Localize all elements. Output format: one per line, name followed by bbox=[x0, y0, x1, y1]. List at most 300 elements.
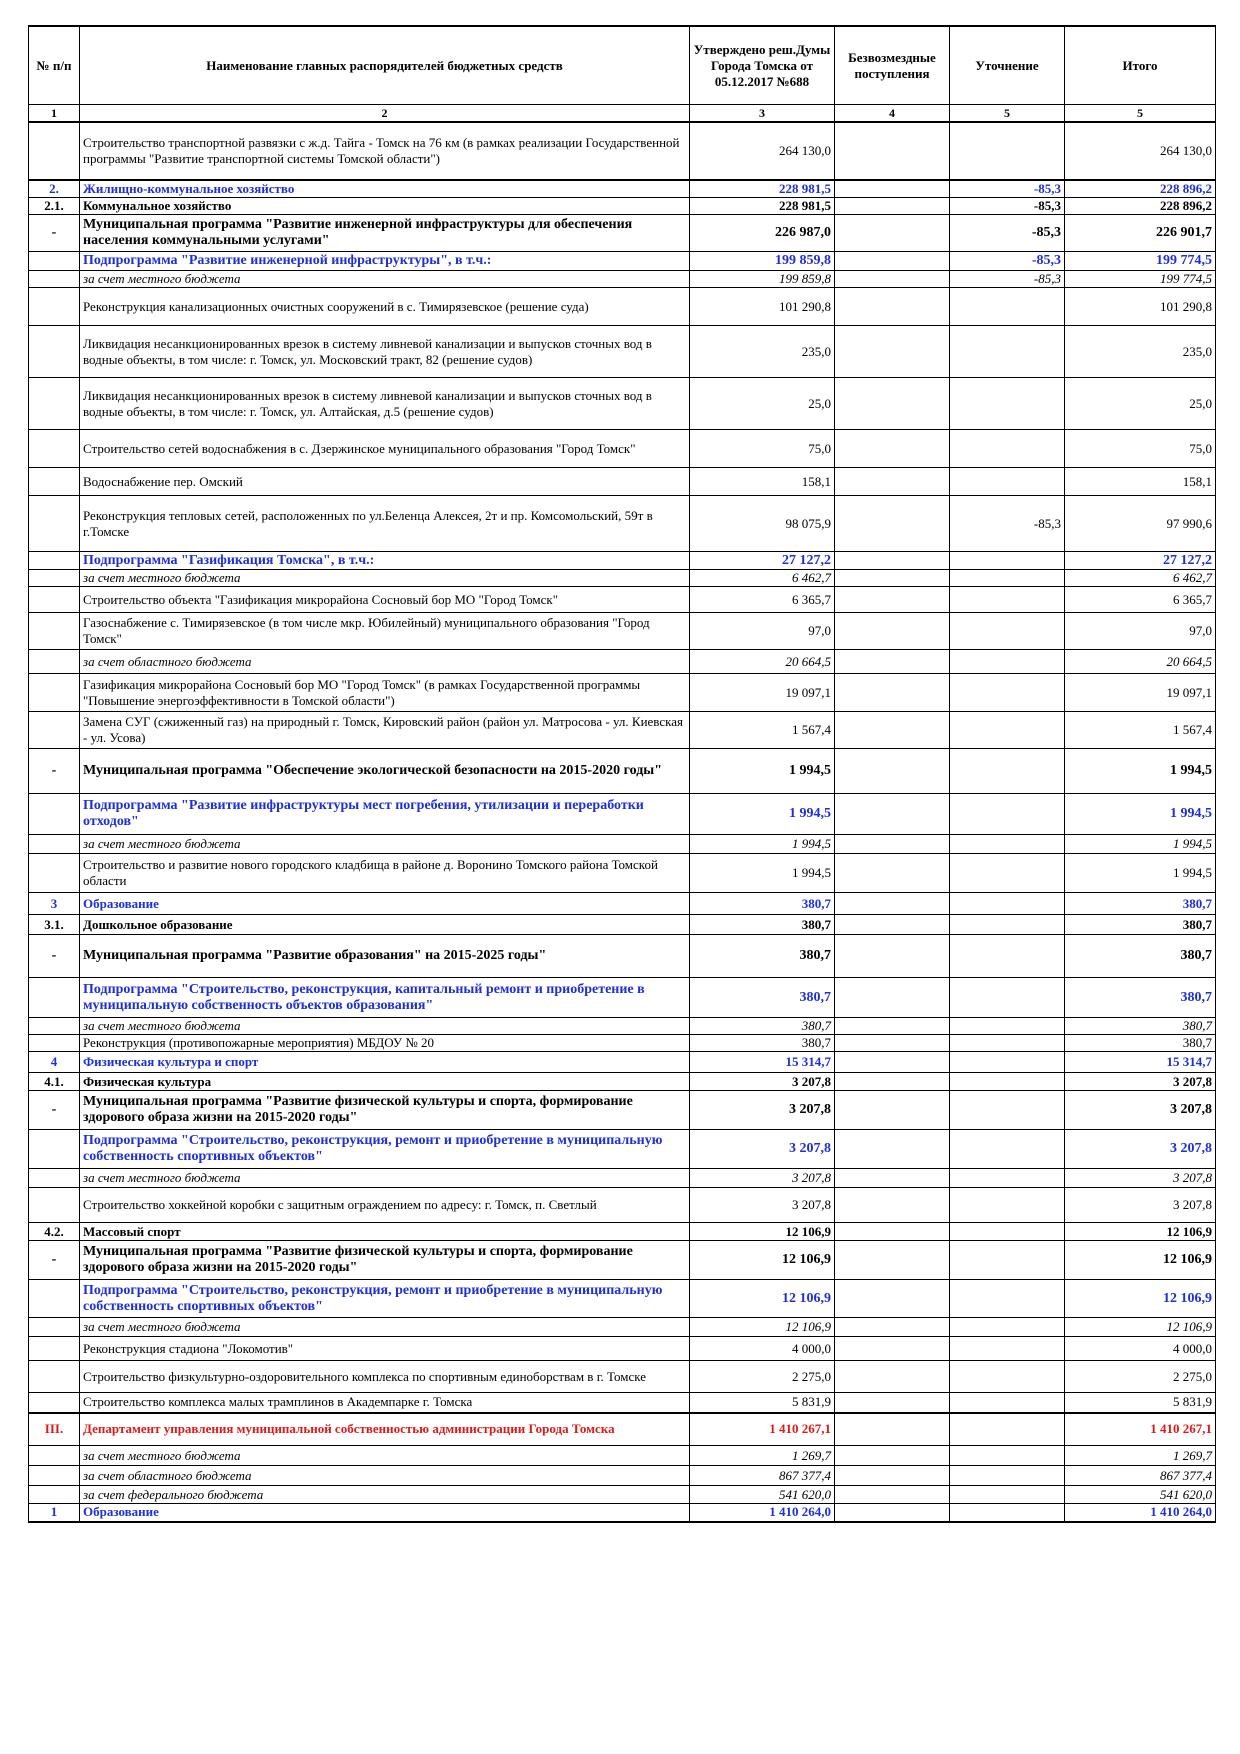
table-row bbox=[29, 587, 1216, 613]
row-approved: 380,7 bbox=[690, 978, 835, 1018]
row-clarification bbox=[950, 587, 1065, 613]
row-name: Строительство и развитие нового городского кладбища в районе д. Воронино Томского района Томской области bbox=[80, 854, 690, 893]
row-clarification: -85,3 bbox=[950, 215, 1065, 252]
row-name: за счет местного бюджета bbox=[80, 835, 690, 854]
row-clarification bbox=[950, 1486, 1065, 1504]
row-approved: 264 130,0 bbox=[690, 122, 835, 180]
header-row bbox=[29, 26, 1216, 105]
row-clarification: -85,3 bbox=[950, 252, 1065, 271]
table-row bbox=[29, 271, 1216, 288]
row-name: Подпрограмма "Строительство, реконструкция, капитальный ремонт и приобретение в муниципальную собственность объектов образования" bbox=[80, 978, 690, 1018]
row-name: за счет местного бюджета bbox=[80, 271, 690, 288]
row-number bbox=[29, 1169, 80, 1188]
row-clarification bbox=[950, 893, 1065, 915]
row-approved: 97,0 bbox=[690, 613, 835, 650]
table-row bbox=[29, 1393, 1216, 1413]
row-name: Реконструкция (противопожарные мероприятия) МБДОУ № 20 bbox=[80, 1035, 690, 1052]
row-approved: 75,0 bbox=[690, 430, 835, 468]
table-row bbox=[29, 180, 1216, 198]
row-name: Строительство физкультурно-оздоровительного комплекса по спортивным единоборствам в г. Томске bbox=[80, 1361, 690, 1393]
row-gratuitous bbox=[835, 326, 950, 378]
header-approved: Утверждено реш.Думы Города Томска от 05.12.2017 №688 bbox=[690, 26, 835, 105]
row-number: 4.1. bbox=[29, 1073, 80, 1091]
table-row bbox=[29, 1280, 1216, 1318]
row-approved: 541 620,0 bbox=[690, 1486, 835, 1504]
row-gratuitous bbox=[835, 1091, 950, 1130]
row-total: 27 127,2 bbox=[1065, 552, 1216, 570]
row-number bbox=[29, 1446, 80, 1466]
row-number bbox=[29, 1486, 80, 1504]
row-total: 1 410 267,1 bbox=[1065, 1413, 1216, 1446]
row-approved: 380,7 bbox=[690, 915, 835, 935]
row-total: 12 106,9 bbox=[1065, 1241, 1216, 1280]
row-gratuitous bbox=[835, 712, 950, 749]
table-row bbox=[29, 326, 1216, 378]
table-row bbox=[29, 854, 1216, 893]
table-row bbox=[29, 1073, 1216, 1091]
row-gratuitous bbox=[835, 1169, 950, 1188]
row-gratuitous bbox=[835, 1466, 950, 1486]
row-number bbox=[29, 712, 80, 749]
row-gratuitous bbox=[835, 1018, 950, 1035]
row-gratuitous bbox=[835, 1223, 950, 1241]
row-name: Газоснабжение с. Тимирязевское (в том числе мкр. Юбилейный) муниципального образования "Город Томск" bbox=[80, 613, 690, 650]
row-gratuitous bbox=[835, 613, 950, 650]
row-gratuitous bbox=[835, 180, 950, 198]
row-number bbox=[29, 1280, 80, 1318]
row-name: Муниципальная программа "Развитие инженерной инфраструктуры для обеспечения населения коммунальными услугами" bbox=[80, 215, 690, 252]
row-approved: 98 075,9 bbox=[690, 496, 835, 552]
row-approved: 3 207,8 bbox=[690, 1091, 835, 1130]
row-total: 3 207,8 bbox=[1065, 1091, 1216, 1130]
row-gratuitous bbox=[835, 1486, 950, 1504]
row-gratuitous bbox=[835, 935, 950, 978]
table-row bbox=[29, 935, 1216, 978]
table-row bbox=[29, 552, 1216, 570]
row-name: Подпрограмма "Развитие инфраструктуры мест погребения, утилизации и переработки отходов" bbox=[80, 794, 690, 835]
table-row bbox=[29, 1035, 1216, 1052]
row-gratuitous bbox=[835, 978, 950, 1018]
row-approved: 380,7 bbox=[690, 1035, 835, 1052]
row-number: 2. bbox=[29, 180, 80, 198]
row-name: Подпрограмма "Газификация Томска", в т.ч.: bbox=[80, 552, 690, 570]
row-approved: 380,7 bbox=[690, 1018, 835, 1035]
table-row bbox=[29, 198, 1216, 215]
row-clarification bbox=[950, 570, 1065, 587]
row-gratuitous bbox=[835, 496, 950, 552]
row-number bbox=[29, 122, 80, 180]
row-number bbox=[29, 1018, 80, 1035]
row-total: 1 994,5 bbox=[1065, 749, 1216, 794]
row-name: Департамент управления муниципальной собственностью администрации Города Томска bbox=[80, 1413, 690, 1446]
header-index-row bbox=[29, 105, 1216, 123]
table-row bbox=[29, 1413, 1216, 1446]
table-row bbox=[29, 674, 1216, 712]
row-clarification bbox=[950, 712, 1065, 749]
row-name: Физическая культура bbox=[80, 1073, 690, 1091]
row-clarification bbox=[950, 1337, 1065, 1361]
row-number: - bbox=[29, 749, 80, 794]
row-name: за счет местного бюджета bbox=[80, 570, 690, 587]
row-total: 12 106,9 bbox=[1065, 1223, 1216, 1241]
row-number bbox=[29, 587, 80, 613]
row-clarification bbox=[950, 326, 1065, 378]
table-row bbox=[29, 288, 1216, 326]
row-name: Муниципальная программа "Развитие физической культуры и спорта, формирование здорового образа жизни на 2015-2020 годы" bbox=[80, 1091, 690, 1130]
row-name: Водоснабжение пер. Омский bbox=[80, 468, 690, 496]
table-row bbox=[29, 1188, 1216, 1223]
row-total: 19 097,1 bbox=[1065, 674, 1216, 712]
row-total: 2 275,0 bbox=[1065, 1361, 1216, 1393]
row-number bbox=[29, 1393, 80, 1413]
row-name: за счет местного бюджета bbox=[80, 1018, 690, 1035]
row-name: за счет федерального бюджета bbox=[80, 1486, 690, 1504]
row-approved: 12 106,9 bbox=[690, 1280, 835, 1318]
row-total: 228 896,2 bbox=[1065, 198, 1216, 215]
table-row bbox=[29, 1466, 1216, 1486]
row-clarification bbox=[950, 1073, 1065, 1091]
row-total: 12 106,9 bbox=[1065, 1318, 1216, 1337]
row-name: Газификация микрорайона Сосновый бор МО "Город Томск" (в рамках Государственной программы "Повышение энергоэффективности в Томской области") bbox=[80, 674, 690, 712]
row-total: 20 664,5 bbox=[1065, 650, 1216, 674]
row-gratuitous bbox=[835, 122, 950, 180]
row-clarification bbox=[950, 1361, 1065, 1393]
row-name: Образование bbox=[80, 893, 690, 915]
row-total: 101 290,8 bbox=[1065, 288, 1216, 326]
row-clarification: -85,3 bbox=[950, 180, 1065, 198]
row-total: 158,1 bbox=[1065, 468, 1216, 496]
row-clarification bbox=[950, 1446, 1065, 1466]
table-row bbox=[29, 978, 1216, 1018]
row-clarification bbox=[950, 1466, 1065, 1486]
table-row bbox=[29, 122, 1216, 180]
row-clarification bbox=[950, 122, 1065, 180]
row-approved: 235,0 bbox=[690, 326, 835, 378]
row-total: 541 620,0 bbox=[1065, 1486, 1216, 1504]
row-number: III. bbox=[29, 1413, 80, 1446]
row-total: 235,0 bbox=[1065, 326, 1216, 378]
row-name: Ликвидация несанкционированных врезок в систему ливневой канализации и выпусков сточных вод в водные объекты, в том числе: г. Томск, ул. Алтайская, д.5 (решение судов) bbox=[80, 378, 690, 430]
row-clarification bbox=[950, 915, 1065, 935]
row-number bbox=[29, 1188, 80, 1223]
row-total: 1 269,7 bbox=[1065, 1446, 1216, 1466]
table-row bbox=[29, 496, 1216, 552]
row-clarification bbox=[950, 1504, 1065, 1522]
row-gratuitous bbox=[835, 1318, 950, 1337]
row-name: Подпрограмма "Развитие инженерной инфраструктуры", в т.ч.: bbox=[80, 252, 690, 271]
row-approved: 101 290,8 bbox=[690, 288, 835, 326]
table-row bbox=[29, 1337, 1216, 1361]
row-name: Ликвидация несанкционированных врезок в систему ливневой канализации и выпусков сточных вод в водные объекты, в том числе: г. Томск, ул. Московский тракт, 82 (решение судов) bbox=[80, 326, 690, 378]
table-row bbox=[29, 1318, 1216, 1337]
header-index: 2 bbox=[80, 105, 690, 123]
row-number: - bbox=[29, 215, 80, 252]
row-total: 226 901,7 bbox=[1065, 215, 1216, 252]
row-approved: 3 207,8 bbox=[690, 1130, 835, 1169]
header-name: Наименование главных распорядителей бюджетных средств bbox=[80, 26, 690, 105]
row-total: 264 130,0 bbox=[1065, 122, 1216, 180]
row-total: 380,7 bbox=[1065, 915, 1216, 935]
row-gratuitous bbox=[835, 1035, 950, 1052]
row-clarification bbox=[950, 1052, 1065, 1073]
row-total: 5 831,9 bbox=[1065, 1393, 1216, 1413]
row-number: 1 bbox=[29, 1504, 80, 1522]
row-approved: 12 106,9 bbox=[690, 1223, 835, 1241]
row-gratuitous bbox=[835, 1052, 950, 1073]
row-total: 3 207,8 bbox=[1065, 1130, 1216, 1169]
row-gratuitous bbox=[835, 854, 950, 893]
header-index: 1 bbox=[29, 105, 80, 123]
row-number bbox=[29, 326, 80, 378]
row-total: 6 462,7 bbox=[1065, 570, 1216, 587]
row-number bbox=[29, 1130, 80, 1169]
row-number bbox=[29, 430, 80, 468]
row-number bbox=[29, 252, 80, 271]
table-row bbox=[29, 1446, 1216, 1466]
table-row bbox=[29, 1169, 1216, 1188]
row-total: 97,0 bbox=[1065, 613, 1216, 650]
row-name: Строительство транспортной развязки с ж.д. Тайга - Томск на 76 км (в рамках реализации Государственной программы "Развитие транспортной системы Томской области") bbox=[80, 122, 690, 180]
row-number: 4 bbox=[29, 1052, 80, 1073]
row-clarification: -85,3 bbox=[950, 198, 1065, 215]
row-number bbox=[29, 835, 80, 854]
row-number: 3.1. bbox=[29, 915, 80, 935]
row-approved: 3 207,8 bbox=[690, 1073, 835, 1091]
row-clarification bbox=[950, 1188, 1065, 1223]
table-row bbox=[29, 1223, 1216, 1241]
row-total: 97 990,6 bbox=[1065, 496, 1216, 552]
table-row bbox=[29, 1241, 1216, 1280]
row-number bbox=[29, 468, 80, 496]
row-total: 12 106,9 bbox=[1065, 1280, 1216, 1318]
header-number: № п/п bbox=[29, 26, 80, 105]
row-total: 380,7 bbox=[1065, 935, 1216, 978]
row-total: 25,0 bbox=[1065, 378, 1216, 430]
table-row bbox=[29, 915, 1216, 935]
row-gratuitous bbox=[835, 1337, 950, 1361]
row-approved: 3 207,8 bbox=[690, 1188, 835, 1223]
row-approved: 1 410 264,0 bbox=[690, 1504, 835, 1522]
row-approved: 27 127,2 bbox=[690, 552, 835, 570]
row-clarification bbox=[950, 935, 1065, 978]
header-clarification: Уточнение bbox=[950, 26, 1065, 105]
row-approved: 20 664,5 bbox=[690, 650, 835, 674]
row-name: Реконструкция стадиона "Локомотив" bbox=[80, 1337, 690, 1361]
row-approved: 6 365,7 bbox=[690, 587, 835, 613]
row-gratuitous bbox=[835, 378, 950, 430]
row-number bbox=[29, 613, 80, 650]
row-gratuitous bbox=[835, 1413, 950, 1446]
table-row bbox=[29, 1130, 1216, 1169]
row-clarification bbox=[950, 1241, 1065, 1280]
budget-table bbox=[28, 25, 1216, 1523]
row-clarification bbox=[950, 468, 1065, 496]
row-name: Дошкольное образование bbox=[80, 915, 690, 935]
row-gratuitous bbox=[835, 288, 950, 326]
row-gratuitous bbox=[835, 1393, 950, 1413]
row-approved: 228 981,5 bbox=[690, 198, 835, 215]
row-number: 2.1. bbox=[29, 198, 80, 215]
row-gratuitous bbox=[835, 650, 950, 674]
table-row bbox=[29, 613, 1216, 650]
table-row bbox=[29, 712, 1216, 749]
row-gratuitous bbox=[835, 1361, 950, 1393]
row-approved: 19 097,1 bbox=[690, 674, 835, 712]
row-total: 1 994,5 bbox=[1065, 794, 1216, 835]
row-total: 199 774,5 bbox=[1065, 252, 1216, 271]
row-name: Строительство сетей водоснабжения в с. Дзержинское муниципального образования "Город Томск" bbox=[80, 430, 690, 468]
row-approved: 6 462,7 bbox=[690, 570, 835, 587]
row-approved: 158,1 bbox=[690, 468, 835, 496]
row-clarification bbox=[950, 1091, 1065, 1130]
row-clarification bbox=[950, 1318, 1065, 1337]
row-total: 6 365,7 bbox=[1065, 587, 1216, 613]
table-row bbox=[29, 893, 1216, 915]
row-approved: 380,7 bbox=[690, 935, 835, 978]
row-gratuitous bbox=[835, 674, 950, 712]
row-total: 75,0 bbox=[1065, 430, 1216, 468]
row-gratuitous bbox=[835, 430, 950, 468]
row-clarification bbox=[950, 650, 1065, 674]
row-approved: 12 106,9 bbox=[690, 1318, 835, 1337]
row-name: Подпрограмма "Строительство, реконструкция, ремонт и приобретение в муниципальную собственность спортивных объектов" bbox=[80, 1130, 690, 1169]
row-approved: 1 994,5 bbox=[690, 749, 835, 794]
row-total: 1 567,4 bbox=[1065, 712, 1216, 749]
row-gratuitous bbox=[835, 794, 950, 835]
row-name: Подпрограмма "Строительство, реконструкция, ремонт и приобретение в муниципальную собственность спортивных объектов" bbox=[80, 1280, 690, 1318]
row-number bbox=[29, 552, 80, 570]
row-gratuitous bbox=[835, 1188, 950, 1223]
row-clarification bbox=[950, 613, 1065, 650]
row-approved: 1 994,5 bbox=[690, 854, 835, 893]
row-gratuitous bbox=[835, 570, 950, 587]
row-clarification bbox=[950, 835, 1065, 854]
row-approved: 25,0 bbox=[690, 378, 835, 430]
row-number bbox=[29, 1466, 80, 1486]
row-clarification: -85,3 bbox=[950, 271, 1065, 288]
header-index: 5 bbox=[1065, 105, 1216, 123]
row-gratuitous bbox=[835, 835, 950, 854]
row-clarification: -85,3 bbox=[950, 496, 1065, 552]
row-number bbox=[29, 378, 80, 430]
table-row bbox=[29, 378, 1216, 430]
table-row bbox=[29, 749, 1216, 794]
row-total: 15 314,7 bbox=[1065, 1052, 1216, 1073]
row-total: 380,7 bbox=[1065, 978, 1216, 1018]
row-name: Реконструкция тепловых сетей, расположенных по ул.Беленца Алексея, 2т и пр. Комсомольский, 59т в г.Томске bbox=[80, 496, 690, 552]
row-gratuitous bbox=[835, 252, 950, 271]
row-name: Физическая культура и спорт bbox=[80, 1052, 690, 1073]
row-total: 199 774,5 bbox=[1065, 271, 1216, 288]
row-total: 228 896,2 bbox=[1065, 180, 1216, 198]
row-number: 4.2. bbox=[29, 1223, 80, 1241]
row-gratuitous bbox=[835, 1241, 950, 1280]
row-gratuitous bbox=[835, 1446, 950, 1466]
row-approved: 226 987,0 bbox=[690, 215, 835, 252]
row-gratuitous bbox=[835, 198, 950, 215]
header-total: Итого bbox=[1065, 26, 1216, 105]
row-clarification bbox=[950, 430, 1065, 468]
row-clarification bbox=[950, 978, 1065, 1018]
row-total: 1 410 264,0 bbox=[1065, 1504, 1216, 1522]
row-total: 3 207,8 bbox=[1065, 1188, 1216, 1223]
table-row bbox=[29, 835, 1216, 854]
row-name: за счет местного бюджета bbox=[80, 1446, 690, 1466]
table-row bbox=[29, 1361, 1216, 1393]
row-approved: 380,7 bbox=[690, 893, 835, 915]
row-clarification bbox=[950, 1035, 1065, 1052]
row-number bbox=[29, 674, 80, 712]
row-name: Коммунальное хозяйство bbox=[80, 198, 690, 215]
row-total: 380,7 bbox=[1065, 893, 1216, 915]
row-name: Массовый спорт bbox=[80, 1223, 690, 1241]
row-approved: 3 207,8 bbox=[690, 1169, 835, 1188]
row-approved: 1 269,7 bbox=[690, 1446, 835, 1466]
row-gratuitous bbox=[835, 915, 950, 935]
row-name: за счет областного бюджета bbox=[80, 1466, 690, 1486]
row-gratuitous bbox=[835, 1504, 950, 1522]
row-approved: 1 410 267,1 bbox=[690, 1413, 835, 1446]
row-number: - bbox=[29, 1091, 80, 1130]
row-approved: 199 859,8 bbox=[690, 252, 835, 271]
table-row bbox=[29, 215, 1216, 252]
table-row bbox=[29, 1018, 1216, 1035]
row-name: Муниципальная программа "Развитие образования" на 2015-2025 годы" bbox=[80, 935, 690, 978]
row-total: 4 000,0 bbox=[1065, 1337, 1216, 1361]
row-approved: 12 106,9 bbox=[690, 1241, 835, 1280]
row-clarification bbox=[950, 749, 1065, 794]
row-name: Замена СУГ (сжиженный газ) на природный г. Томск, Кировский район (район ул. Матросова - ул. Киевская - ул. Усова) bbox=[80, 712, 690, 749]
row-number bbox=[29, 1337, 80, 1361]
row-clarification bbox=[950, 1280, 1065, 1318]
row-number bbox=[29, 1361, 80, 1393]
row-name: Муниципальная программа "Развитие физической культуры и спорта, формирование здорового образа жизни на 2015-2020 годы" bbox=[80, 1241, 690, 1280]
row-number bbox=[29, 496, 80, 552]
row-name: Реконструкция канализационных очистных сооружений в с. Тимирязевское (решение суда) bbox=[80, 288, 690, 326]
table-row bbox=[29, 650, 1216, 674]
row-name: за счет областного бюджета bbox=[80, 650, 690, 674]
row-number bbox=[29, 854, 80, 893]
row-gratuitous bbox=[835, 468, 950, 496]
row-gratuitous bbox=[835, 893, 950, 915]
table-row bbox=[29, 1486, 1216, 1504]
row-number bbox=[29, 1035, 80, 1052]
row-name: Строительство комплекса малых трамплинов в Академпарке г. Томска bbox=[80, 1393, 690, 1413]
row-total: 867 377,4 bbox=[1065, 1466, 1216, 1486]
row-gratuitous bbox=[835, 749, 950, 794]
row-clarification bbox=[950, 1393, 1065, 1413]
row-clarification bbox=[950, 1018, 1065, 1035]
row-name: за счет местного бюджета bbox=[80, 1318, 690, 1337]
row-total: 1 994,5 bbox=[1065, 835, 1216, 854]
row-name: Образование bbox=[80, 1504, 690, 1522]
row-total: 3 207,8 bbox=[1065, 1073, 1216, 1091]
table-row bbox=[29, 1504, 1216, 1522]
table-row bbox=[29, 1052, 1216, 1073]
row-total: 3 207,8 bbox=[1065, 1169, 1216, 1188]
row-clarification bbox=[950, 1413, 1065, 1446]
row-name: за счет местного бюджета bbox=[80, 1169, 690, 1188]
header-gratuitous: Безвозмездные поступления bbox=[835, 26, 950, 105]
row-clarification bbox=[950, 1169, 1065, 1188]
row-clarification bbox=[950, 552, 1065, 570]
header-index: 3 bbox=[690, 105, 835, 123]
row-gratuitous bbox=[835, 552, 950, 570]
table-row bbox=[29, 430, 1216, 468]
row-approved: 2 275,0 bbox=[690, 1361, 835, 1393]
row-number bbox=[29, 794, 80, 835]
row-total: 380,7 bbox=[1065, 1035, 1216, 1052]
